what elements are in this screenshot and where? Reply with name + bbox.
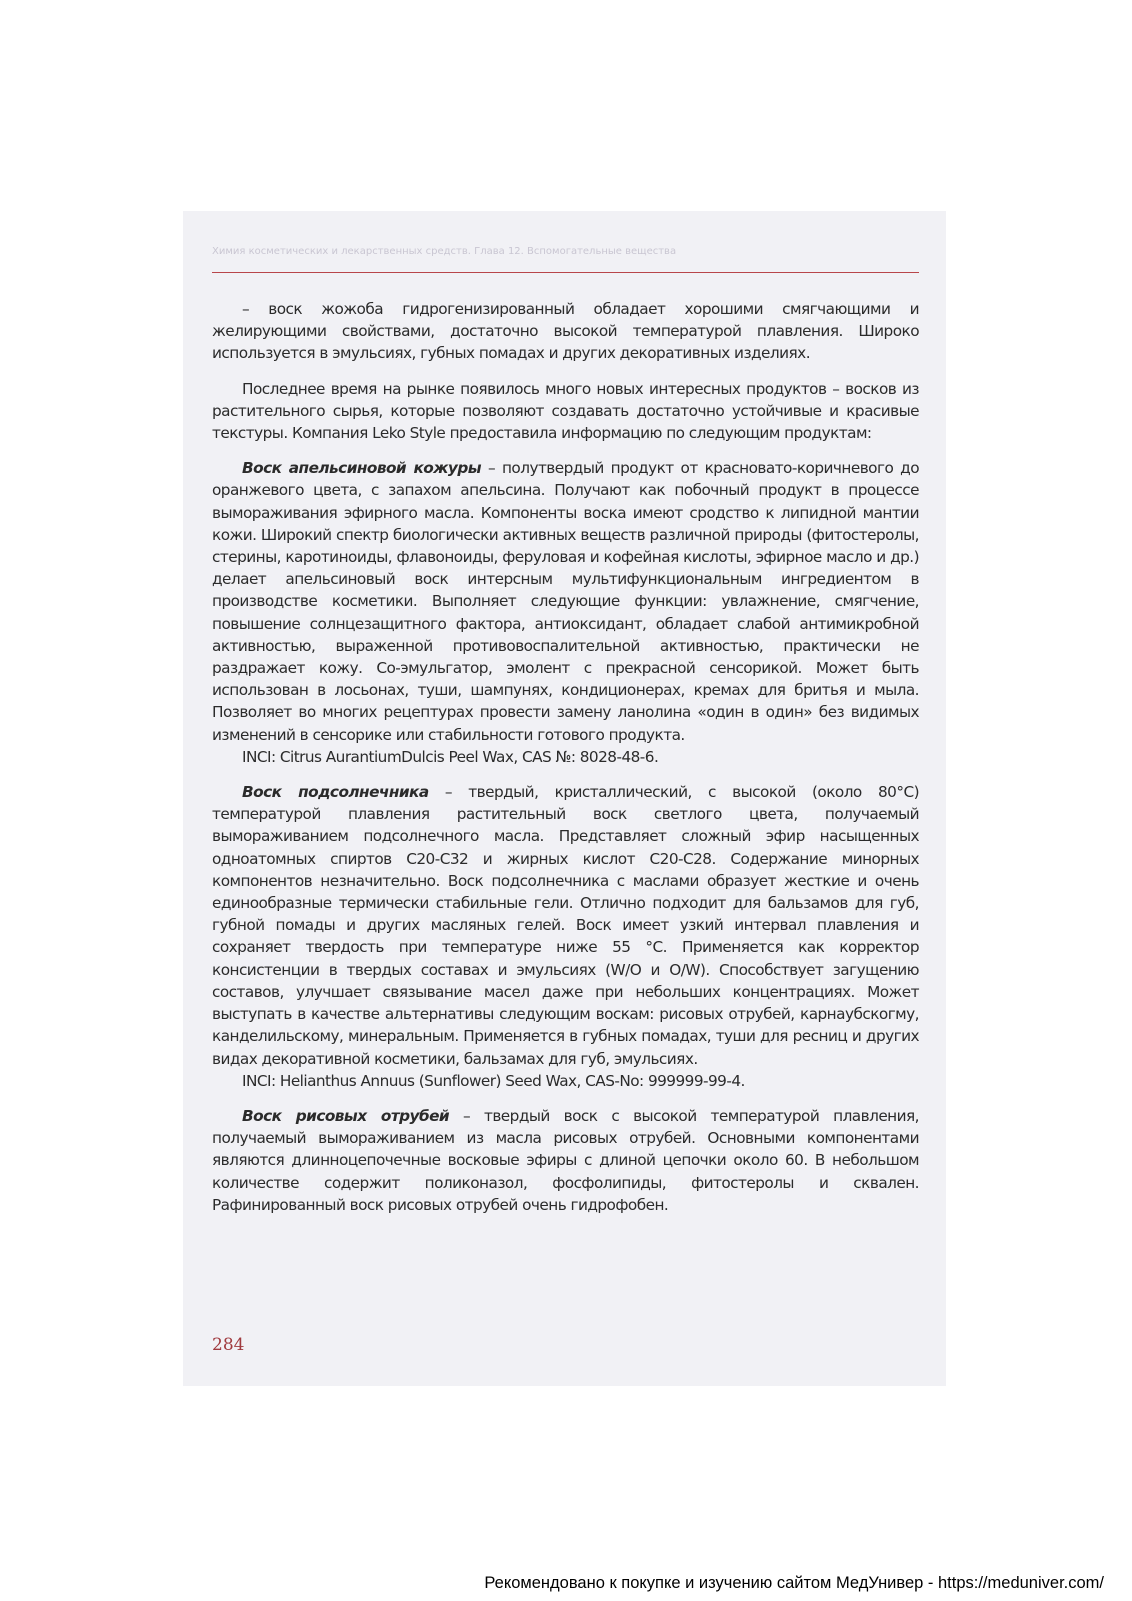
term-rice-bran-wax: Воск рисовых отрубей: [242, 1106, 450, 1125]
paragraph-jojoba: – воск жожоба гидрогенизированный обладает хорошими смягчающими и желирующими свойствами, достаточно высокой температурой плавления. Широко используется в эмульсиях, губных помадах и других декоративных изделиях.: [212, 300, 919, 363]
term-orange-wax: Воск апельсиновой кожуры: [242, 459, 482, 478]
header-rule: [212, 272, 919, 273]
running-head: Химия косметических и лекарственных средств. Глава 12. Вспомогательные вещества: [212, 246, 677, 257]
body-text: [212, 298, 919, 1216]
footer-recommendation: Рекомендовано к покупке и изучению сайтом МедУнивер - https://meduniver.com/: [484, 1574, 1104, 1592]
paragraph-rice-bran-wax: [212, 1105, 919, 1216]
inci-sunflower-wax: INCI: Helianthus Annuus (Sunflower) Seed Wax, CAS-No: 999999-99-4.: [242, 1071, 745, 1090]
page-number: 284: [212, 1335, 245, 1355]
paragraph-intro: Последнее время на рынке появилось много новых интересных продуктов – восков из растительного сырья, которые позволяют создавать достаточно устойчивые и красивые текстуры. Компания Leko Style предоставила информацию по следующим продуктам:: [212, 379, 919, 443]
inci-orange-wax: INCI: Citrus AurantiumDulcis Peel Wax, CAS №: 8028-48-6.: [242, 747, 659, 766]
paragraph-orange-wax: [212, 457, 919, 746]
paragraph-sunflower-wax: [212, 781, 919, 1070]
rice-bran-wax-description: – твердый воск с высокой температурой плавления, получаемый вымораживанием из масла рисовых отрубей. Основными компонентами являются длинноцепочечные восковые эфиры с длиной цепочки около 60. В небольшом количестве содержит поликоназол, фосфолипиды, фитостеролы и сквален. Рафинированный воск рисовых отрубей очень гидрофобен.: [212, 1106, 919, 1214]
sunflower-wax-description: – твердый, кристаллический, с высокой (около 80°С) температурой плавления растительный воск светлого цвета, получаемый вымораживанием подсолнечного масла. Представляет сложный эфир насыщенных одноатомных спиртов С20-С32 и жирных кислот С20-С28. Содержание минорных компонентов незначительно. Воск подсолнечника с маслами образует жесткие и очень единообразные термически стабильные гели. Отлично подходит для бальзамов для губ, губной помады и других масляных гелей. Воск имеет узкий интервал плавления и сохраняет твердость при температуре ниже 55 °С. Применяется как корректор консистенции в твердых составах и эмульсиях (W/O и O/W). Способствует загущению составов, улучшает связывание масел даже при небольших концентрациях. Может выступать в качестве альтернативы следующим воскам: рисовых отрубей, карнаубскогму, канделильскому, минеральным. Применяется в губных помадах, туши для ресниц и других видах декоративной косметики, бальзамах для губ, эмульсиях.: [212, 783, 920, 1068]
term-sunflower-wax: Воск подсолнечника: [242, 783, 429, 802]
orange-wax-description: – полутвердый продукт от красновато-коричневого до оранжевого цвета, с запахом апельсина. Получают как побочный продукт в процессе вымораживания эфирного масла. Компоненты воска имеют сродство к липидной мантии кожи. Широкий спектр биологически активных веществ различной природы (фитостеролы, стерины, каротиноиды, флавоноиды, феруловая и кофейная кислоты, эфирное масло и др.) делает апельсиновый воск интерсным мультифункциональным ингредиентом в производстве косметики. Выполняет следующие функции: увлажнение, смягчение, повышение солнцезащитного фактора, антиоксидант, обладает слабой антимикробной активностью, выраженной противовоспалительной активностью, практически не раздражает кожу. Со-эмульгатор, эмолент с прекрасной сенсорикой. Может быть использован в лосьонах, туши, шампунях, кондиционерах, кремах для бритья и мыла. Позволяет во многих рецептурах провести замену ланолина «один в один» без видимых изменений в сенсорике или стабильности готового продукта.: [212, 459, 919, 744]
